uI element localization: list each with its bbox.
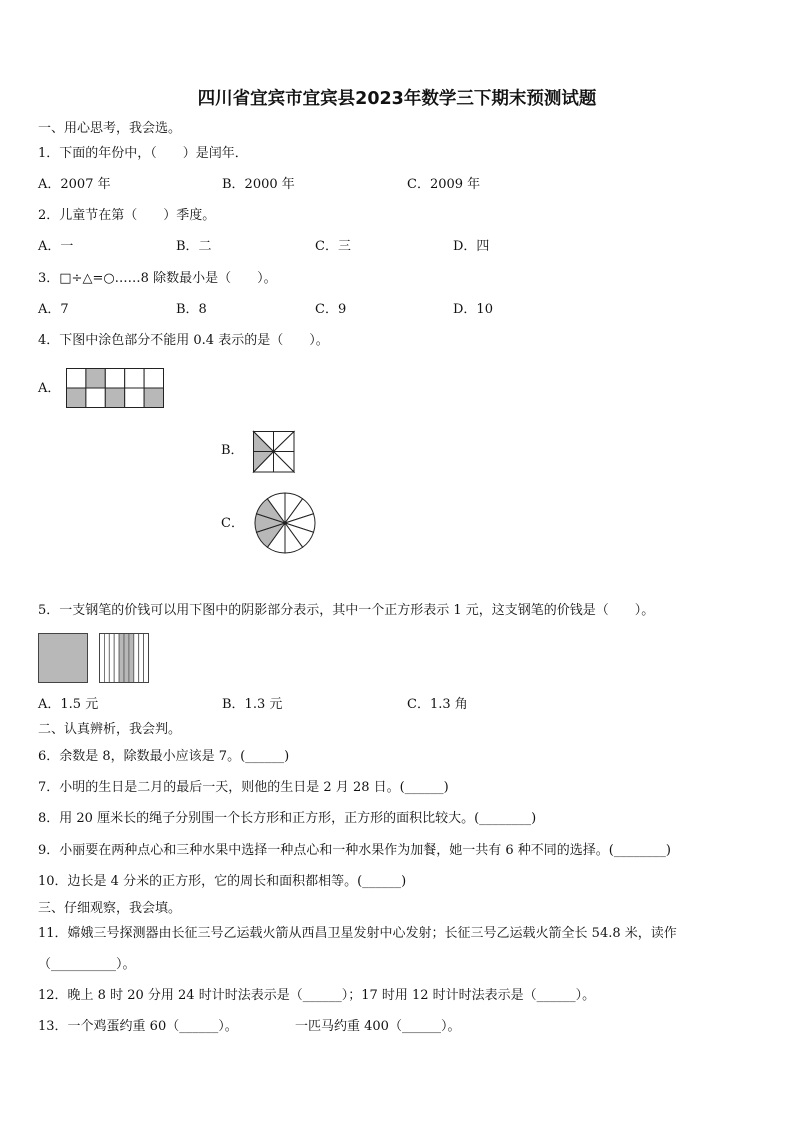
q7-text: 7．小明的生日是二月的最后一天，则他的生日是 2 月 28 日。(______) <box>38 780 449 795</box>
q4-figure-c-circle <box>254 492 316 554</box>
grid-cell <box>125 369 144 389</box>
q5-figure-full-square <box>38 633 88 683</box>
q3-option-c[interactable]: C．9 <box>315 302 347 317</box>
q4-figure-a-grid <box>66 368 164 408</box>
q4-figure-b-square <box>253 431 295 473</box>
square-strip <box>119 634 124 683</box>
square-strip <box>129 634 134 683</box>
q4-option-b[interactable]: B． <box>221 443 244 458</box>
square-strip <box>124 634 129 683</box>
grid-cell <box>86 369 105 389</box>
q3-option-a[interactable]: A．7 <box>38 302 69 317</box>
grid-cell <box>67 369 86 389</box>
q2-stem: 2．儿童节在第（ ）季度。 <box>38 208 216 223</box>
grid-cell <box>144 388 163 408</box>
grid-cell <box>125 388 144 408</box>
q1-option-a[interactable]: A．2007 年 <box>38 177 111 192</box>
q12-text: 12．晚上 8 时 20 分用 24 时计时法表示是（______）；17 时用 12 时计时法表示是（______）。 <box>38 988 596 1003</box>
grid-cell <box>86 388 105 408</box>
q1-option-c[interactable]: C．2009 年 <box>407 177 481 192</box>
square-strip <box>114 634 119 683</box>
q5-stem: 5．一支钢笔的价钱可以用下图中的阴影部分表示，其中一个正方形表示 1 元，这支钢笔的价钱是（ ）。 <box>38 603 655 618</box>
square-strip <box>100 634 105 683</box>
q5-option-a[interactable]: A．1.5 元 <box>38 697 99 712</box>
q9-text: 9．小丽要在两种点心和三种水果中选择一种点心和一种水果作为加餐，她一共有 6 种不同的选择。(________) <box>38 843 671 858</box>
q3-option-d[interactable]: D．10 <box>453 302 493 317</box>
q10-text: 10．边长是 4 分米的正方形，它的周长和面积都相等。(______) <box>38 874 407 889</box>
grid-cell <box>144 369 163 389</box>
q1-option-b[interactable]: B．2000 年 <box>222 177 295 192</box>
q13-text-egg: 13．一个鸡蛋约重 60（______）。 <box>38 1019 238 1034</box>
q3-option-b[interactable]: B．8 <box>176 302 207 317</box>
q5-option-b[interactable]: B．1.3 元 <box>222 697 283 712</box>
q2-option-c[interactable]: C．三 <box>315 239 351 254</box>
grid-cell <box>105 388 124 408</box>
q11-text-line2: （__________）。 <box>38 957 136 972</box>
q4-option-a[interactable]: A． <box>38 381 61 396</box>
section-2-heading: 二、认真辨析，我会判。 <box>38 722 182 737</box>
q4-option-c[interactable]: C． <box>221 516 244 531</box>
q1-stem: 1．下面的年份中，（ ）是闰年． <box>38 146 248 161</box>
square-strip <box>134 634 139 683</box>
grid-cell <box>105 369 124 389</box>
q11-text-line1: 11．嫦娥三号探测器由长征三号乙运载火箭从西昌卫星发射中心发射；长征三号乙运载火箭全长 54.8 米，读作 <box>38 926 677 941</box>
grid-cell <box>67 388 86 408</box>
section-3-heading: 三、仔细观察，我会填。 <box>38 901 182 916</box>
q6-text: 6．余数是 8，除数最小应该是 7。(______) <box>38 749 290 764</box>
q2-option-d[interactable]: D．四 <box>453 239 490 254</box>
page-title: 四川省宜宾市宜宾县2023年数学三下期末预测试题 <box>197 89 597 109</box>
q4-stem: 4．下图中涂色部分不能用 0.4 表示的是（ ）。 <box>38 333 329 348</box>
square-strip <box>109 634 114 683</box>
q2-option-a[interactable]: A．一 <box>38 239 74 254</box>
q8-text: 8．用 20 厘米长的绳子分别围一个长方形和正方形，正方形的面积比较大。(________) <box>38 811 537 826</box>
square-strip <box>104 634 109 683</box>
section-1-heading: 一、用心思考，我会选。 <box>38 121 182 136</box>
q3-stem: 3．□÷△=○……8 除数最小是（ ）。 <box>38 271 277 286</box>
square-strip <box>144 634 149 683</box>
q2-option-b[interactable]: B．二 <box>176 239 212 254</box>
square-strip <box>139 634 144 683</box>
q5-figure-partial-square <box>99 633 149 683</box>
q5-option-c[interactable]: C．1.3 角 <box>407 697 468 712</box>
q13-text-horse: 一匹马约重 400（______）。 <box>295 1019 461 1034</box>
